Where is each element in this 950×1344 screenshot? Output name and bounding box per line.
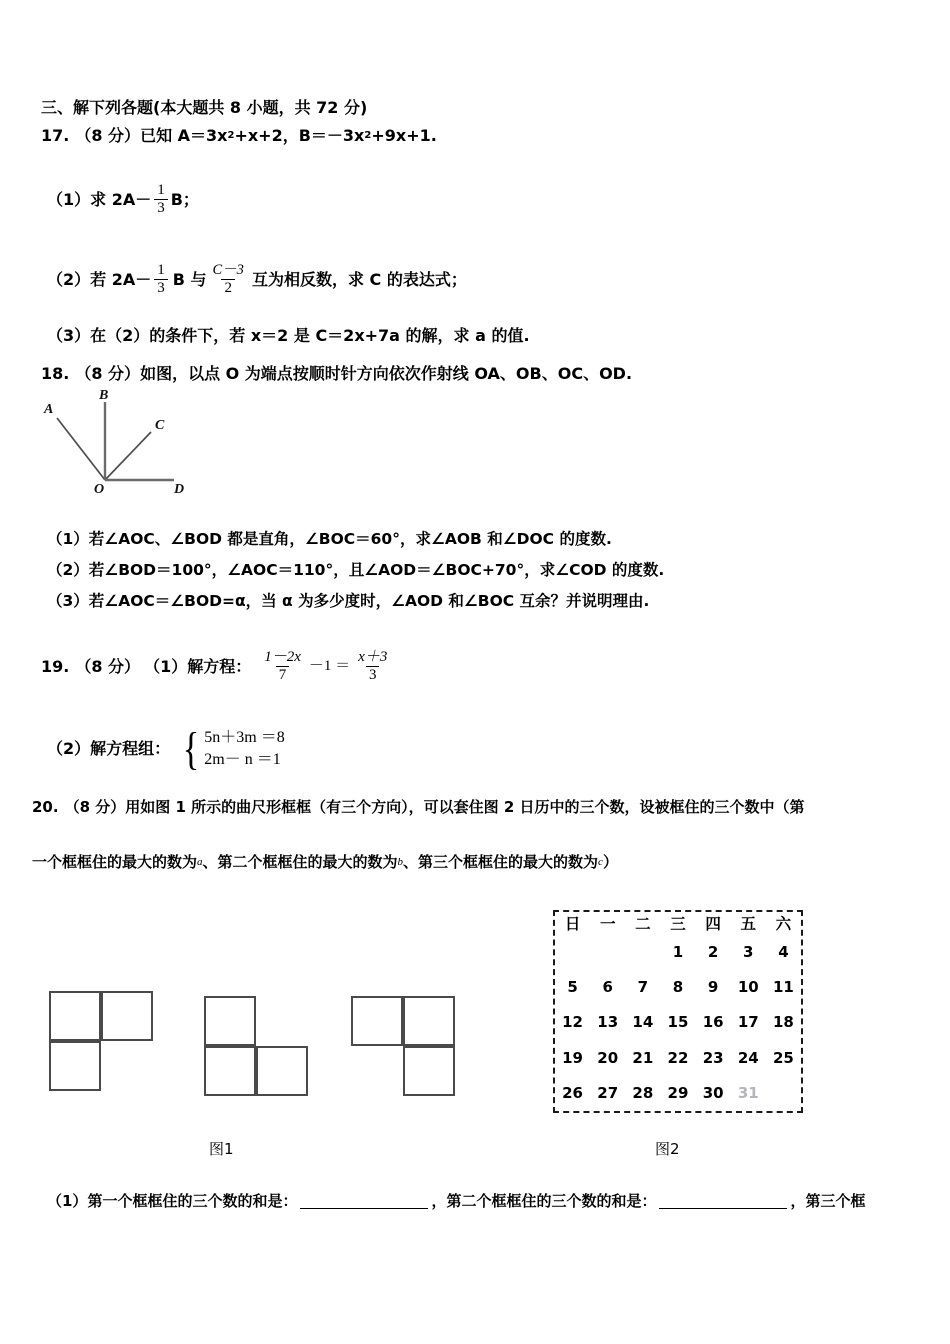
calendar-day: 26 [562, 1084, 583, 1103]
q20-stem-line1: 用如图 1 所示的曲尺形框框（有三个方向），可以套住图 2 日历中的三个数，设被框住的三个数中（第 [125, 798, 805, 816]
calendar-header-thu: 四 [705, 915, 721, 933]
q17-p1-label: （1） [47, 189, 91, 209]
label-point-A: A [44, 402, 54, 417]
answer-blank-1[interactable] [300, 1195, 428, 1209]
system-equation-1: 5n＋3m ＝8 [204, 729, 285, 746]
question-18-part-2 [47, 563, 664, 579]
label-point-C: C [155, 418, 165, 433]
fraction-numerator: x＋3 [358, 649, 388, 665]
q17-p2-label: （2） [47, 269, 91, 289]
calendar-day: 1 [672, 942, 684, 961]
calendar-day: 8 [672, 978, 684, 997]
question-20-stem-line-2 [32, 855, 618, 870]
section-heading: 三、解下列各题(本大题共 8 小题，共 72 分) [41, 98, 368, 117]
q18-p1-label: （1） [47, 530, 89, 548]
frame-1-cell-bottom-left [49, 1041, 101, 1091]
answer-blank-2[interactable] [659, 1195, 787, 1209]
calendar-header-mon: 一 [599, 915, 616, 933]
q17-exp-1: 2 [227, 130, 235, 141]
calendar-table [555, 912, 801, 1111]
fraction-numerator: 1 [157, 182, 165, 198]
q19-number: 19. [41, 656, 70, 676]
q20-stem-c: 、第三个框框住的最大的数为 [403, 853, 599, 871]
q17-p3-text: 在（2）的条件下，若 x＝2 是 C＝2x+7a 的解，求 a 的值. [90, 326, 530, 345]
frame-1-cell-top-right [101, 991, 153, 1041]
fraction-lhs [261, 650, 304, 683]
calendar-header-wed: 三 [670, 915, 686, 933]
variable-b: b [397, 856, 404, 868]
q18-p3-text: 若∠AOC＝∠BOD=α，当 α 为多少度时，∠AOD 和∠BOC 互余？并说明理由. [88, 592, 650, 610]
left-brace-glyph: { [182, 723, 200, 774]
calendar-day [766, 1076, 801, 1111]
calendar-day: 27 [597, 1084, 619, 1103]
q17-p3-label: （3） [47, 326, 91, 345]
fraction-denominator: 2 [221, 279, 235, 296]
calendar-day: 16 [702, 1013, 724, 1032]
calendar-day: 15 [667, 1013, 689, 1032]
calendar-week-row [555, 934, 801, 969]
frame-2-cell-top-left [204, 996, 256, 1046]
frame-2-cell-bottom-right [256, 1046, 308, 1096]
fraction-numerator: C－3 [212, 262, 244, 279]
question-18-stem [41, 366, 632, 382]
fraction-c-minus-3-over-2 [210, 263, 247, 296]
question-20-part-1 [47, 1194, 865, 1209]
calendar-day [590, 934, 625, 969]
q19-p1-text: 解方程： [187, 656, 252, 676]
frame-3 [351, 996, 455, 1096]
calendar-day: 14 [632, 1013, 654, 1032]
q17-exp-2: 2 [364, 130, 372, 141]
calendar-day: 6 [602, 978, 613, 997]
q20-number: 20. [32, 798, 59, 816]
calendar-day: 18 [772, 1013, 794, 1032]
q20-p1-text-3: ，第三个框 [790, 1192, 866, 1210]
calendar-day: 12 [562, 1013, 583, 1032]
ray-OC [105, 432, 151, 480]
label-point-D: D [174, 482, 185, 497]
q19-p2-label: （2） [47, 739, 91, 758]
equation-operator: －1 ＝ [308, 658, 351, 674]
q17-stem-prefix: 已知 A＝3x [140, 126, 228, 145]
calendar-day: 30 [702, 1084, 724, 1103]
q17-stem-mid: +x+2，B＝－3x [234, 126, 365, 145]
q20-stem-end: ） [602, 853, 618, 871]
q17-p2-before: 若 2A－ [90, 269, 152, 289]
question-17-part-1 [47, 183, 199, 216]
calendar-week-row [555, 1040, 801, 1075]
calendar-header-sat: 六 [775, 915, 792, 933]
ray-OA [57, 418, 105, 480]
fraction-one-third [154, 183, 168, 216]
frame-3-cell-top-left [351, 996, 403, 1046]
q20-stem-b: 、第二个框框住的最大的数为 [202, 853, 398, 871]
q19-points: （8 分） [75, 656, 141, 676]
fraction-numerator: 1 [157, 262, 165, 278]
calendar-day: 22 [667, 1048, 689, 1067]
fraction-one-third-2 [154, 263, 168, 296]
calendar-day-faded: 31 [737, 1084, 759, 1103]
fraction-rhs [355, 650, 390, 683]
q18-number: 18. [41, 364, 70, 383]
calendar-day: 13 [597, 1013, 619, 1032]
q18-stem-text: 如图，以点 O 为端点按顺时针方向依次作射线 OA、OB、OC、OD. [140, 364, 633, 383]
q18-points: （8 分） [75, 364, 141, 383]
q20-p1-text-1: 第一个框框住的三个数的和是： [87, 1192, 298, 1210]
figure-18-svg [36, 392, 226, 504]
calendar-day: 11 [772, 978, 794, 997]
calendar-day: 3 [743, 942, 754, 961]
q18-p1-text: 若∠AOC、∠BOD 都是直角，∠BOC＝60°，求∠AOB 和∠DOC 的度数. [88, 530, 612, 548]
q20-p1-label: （1） [47, 1192, 88, 1210]
calendar-figure [553, 910, 803, 1113]
q20-points: （8 分） [64, 798, 126, 816]
q17-number: 17. [41, 126, 70, 145]
question-20-stem-line-1 [32, 800, 805, 815]
question-17-part-2 [47, 263, 467, 296]
q18-p2-text: 若∠BOD＝100°，∠AOC＝110°，且∠AOD＝∠BOC+70°，求∠COD 的度数. [88, 561, 665, 579]
label-point-B: B [99, 388, 109, 403]
calendar-day: 9 [707, 978, 719, 997]
calendar-day: 29 [667, 1084, 689, 1103]
calendar-day: 21 [632, 1048, 654, 1067]
system-equation-2: 2m－ n ＝1 [204, 751, 281, 768]
calendar-header-row [555, 912, 801, 934]
frame-1 [49, 991, 153, 1091]
calendar-day [625, 934, 660, 969]
fraction-denominator: 3 [366, 666, 380, 683]
calendar-day: 17 [737, 1013, 759, 1032]
calendar-header-tue: 二 [635, 915, 651, 933]
q17-points: （8 分） [75, 126, 141, 145]
variable-a: a [197, 856, 203, 868]
calendar-week-row [555, 1076, 801, 1111]
q17-p2-mid: B 与 [172, 269, 207, 289]
calendar-header-fri: 五 [740, 915, 757, 933]
angle-rays-figure [36, 388, 226, 504]
calendar-week-row [555, 1005, 801, 1040]
q18-p2-label: （2） [47, 561, 89, 579]
q20-stem-a: 一个框框住的最大的数为 [32, 853, 198, 871]
q17-p1-after: B； [170, 189, 199, 209]
calendar-day: 2 [707, 942, 719, 961]
question-18-part-3 [47, 594, 649, 610]
frame-2-cell-bottom-left [204, 1046, 256, 1096]
figure-2-caption: 图2 [655, 1140, 680, 1158]
calendar-header-sun: 日 [564, 915, 581, 933]
calendar-day: 19 [562, 1048, 583, 1067]
question-19-part-2 [47, 723, 285, 774]
calendar-day: 7 [637, 978, 649, 997]
calendar-day: 24 [737, 1048, 759, 1067]
q18-p3-label: （3） [47, 592, 89, 610]
question-17-stem [41, 128, 437, 144]
calendar-day: 28 [632, 1084, 654, 1103]
fraction-numerator: 1－2x [264, 649, 301, 665]
q17-p1-before: 求 2A－ [90, 189, 152, 209]
variable-c: c [598, 856, 603, 868]
fraction-denominator: 7 [276, 666, 290, 683]
frame-2 [204, 996, 308, 1096]
calendar-day: 10 [737, 978, 759, 997]
q19-p2-text: 解方程组： [90, 739, 171, 758]
calendar-day: 23 [702, 1048, 724, 1067]
q17-p2-after: 互为相反数，求 C 的表达式； [251, 269, 467, 289]
frame-1-cell-top-left [49, 991, 101, 1041]
q20-p1-text-2: ，第二个框框住的三个数的和是： [431, 1192, 657, 1210]
question-18-part-1 [47, 532, 612, 548]
calendar-day: 5 [567, 978, 578, 997]
label-point-O: O [94, 482, 105, 497]
frame-3-cell-bottom-right [403, 1046, 455, 1096]
calendar-day [555, 934, 590, 969]
calendar-week-row [555, 969, 801, 1004]
q19-p1-label: （1） [144, 656, 188, 676]
calendar-day: 20 [597, 1048, 619, 1067]
figure-1-caption: 图1 [209, 1140, 234, 1158]
calendar-day: 4 [778, 942, 789, 961]
question-19-part-1 [41, 650, 393, 683]
q17-stem-suffix: +9x+1. [371, 126, 437, 145]
fraction-denominator: 3 [154, 279, 168, 296]
equation-system [180, 723, 285, 774]
question-17-part-3 [47, 328, 530, 344]
calendar-day: 25 [772, 1048, 794, 1067]
fraction-denominator: 3 [154, 199, 168, 216]
frame-3-cell-top-right [403, 996, 455, 1046]
